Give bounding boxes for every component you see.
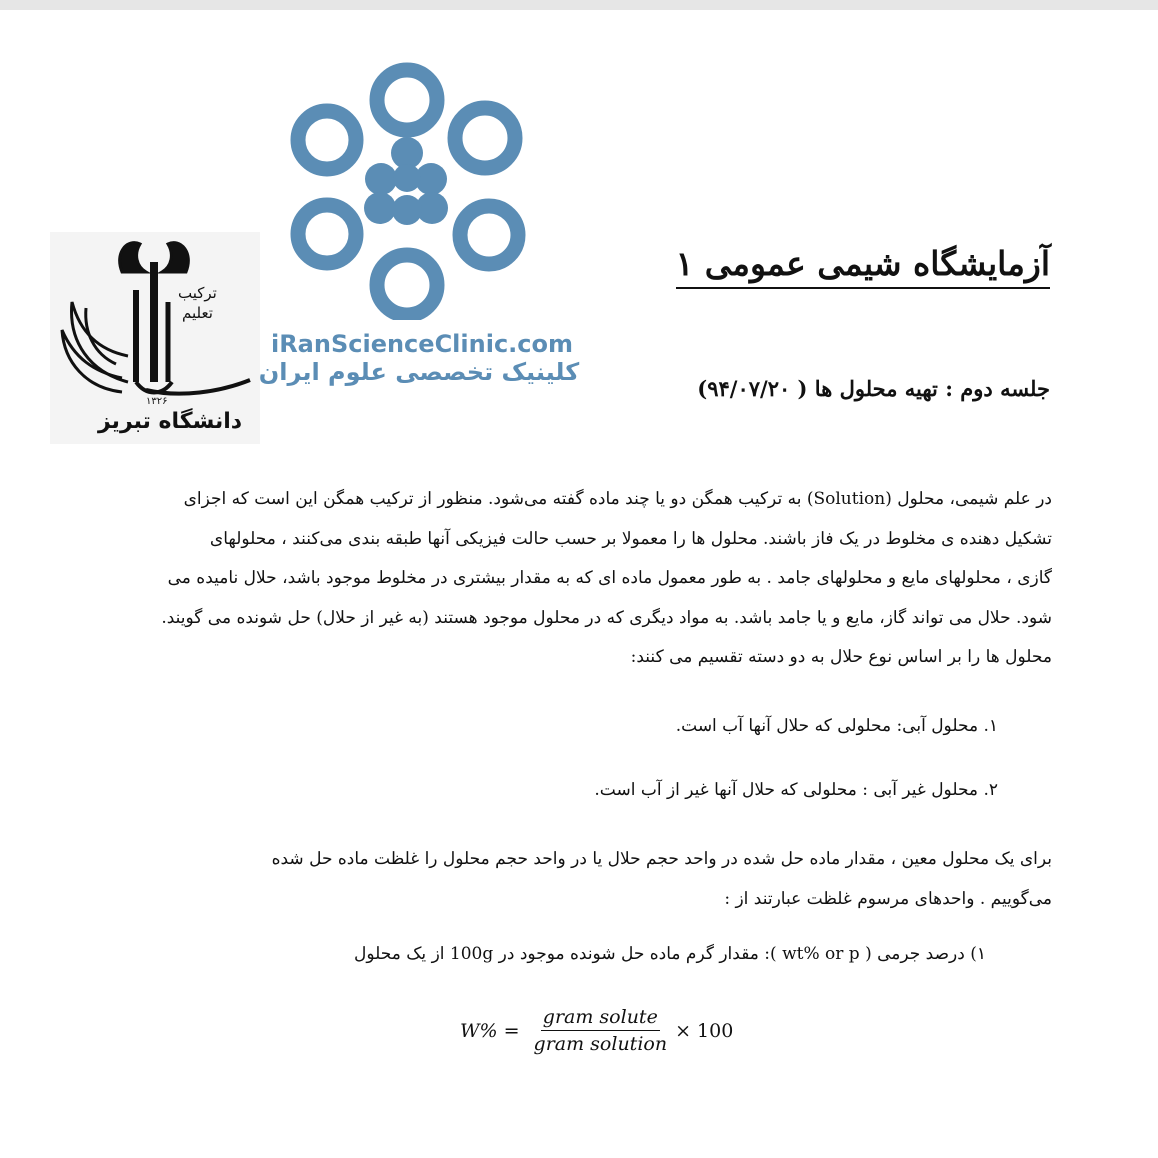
top-strip [0, 0, 1158, 10]
session-title: جلسه دوم : تهیه محلول ها ( ۹۴/۰۷/۲۰) [697, 376, 1050, 401]
intro-paragraph [50, 480, 1052, 678]
watermark-persian: کلینیک تخصصی علوم ایران [258, 358, 580, 386]
watermark-latin: iRanScienceClinic.com [270, 330, 574, 358]
formula-multiplier: × 100 [675, 1019, 734, 1042]
intro-line: محلول ها را بر اساس نوع حلال به دو دسته تقسیم می کنند: [630, 647, 1052, 667]
unit-item-mass-percent: ۱) درصد جرمی ( wt% or p ): مقدار گرم ماده حل شونده موجود در 100g از یک محلول [353, 944, 986, 964]
formula-fraction [532, 1006, 670, 1055]
formula-lhs: W% = [460, 1019, 520, 1042]
mass-percent-formula [460, 1006, 733, 1055]
circles-cluster-logo-icon [280, 40, 560, 320]
list-item-aqueous: ۱. محلول آبی: محلولی که حلال آنها آب است. [675, 716, 998, 736]
svg-text:۱۳۲۶: ۱۳۲۶ [146, 396, 168, 407]
page-title: آزمایشگاه شیمی عمومی ۱ [676, 244, 1050, 289]
formula-denominator: gram solution [533, 1033, 668, 1055]
concentration-paragraph [117, 840, 1052, 919]
intro-line: در علم شیمی، محلول (Solution) به ترکیب همگن دو یا چند ماده گفته می‌شود. منظور از ترکیب همگن این است که اجزای [183, 489, 1052, 509]
list-item-nonaqueous: ۲. محلول غیر آبی : محلولی که حلال آنها غیر از آب است. [594, 780, 998, 800]
concentration-line: برای یک محلول معین ، مقدار ماده حل شده در واحد حجم حلال یا در واحد حجم محلول را غلظت ماده حل شده [271, 849, 1052, 869]
svg-text:دانشگاه تبریز: دانشگاه تبریز [98, 409, 243, 434]
tabriz-university-emblem-icon [50, 232, 260, 444]
university-logo [50, 232, 260, 444]
formula-numerator: gram solute [541, 1006, 660, 1031]
concentration-line: می‌گوییم . واحدهای مرسوم غلظت عبارتند از : [724, 888, 1052, 909]
svg-text:ترکیب: ترکیب [178, 284, 217, 302]
intro-line: شود. حلال می تواند گاز، مایع و یا جامد باشد. به مواد دیگری که در محلول موجود هستند (به غیر از حلال) حل شونده می گویند. [161, 607, 1052, 628]
intro-line: تشکیل دهنده ی مخلوط در یک فاز باشند. محلول ها را معمولا بر حسب حالت فیزیکی آنها طبقه بندی می‌کنند ، محلولهای [209, 528, 1052, 549]
intro-line: گازی ، محلولهای مایع و محلولهای جامد . به طور معمول ماده ای که به مقدار بیشتری در مخلوط موجود باشد، حلال نامیده می [167, 568, 1052, 588]
clinic-logo [280, 40, 560, 324]
svg-text:تعلیم: تعلیم [182, 304, 213, 322]
